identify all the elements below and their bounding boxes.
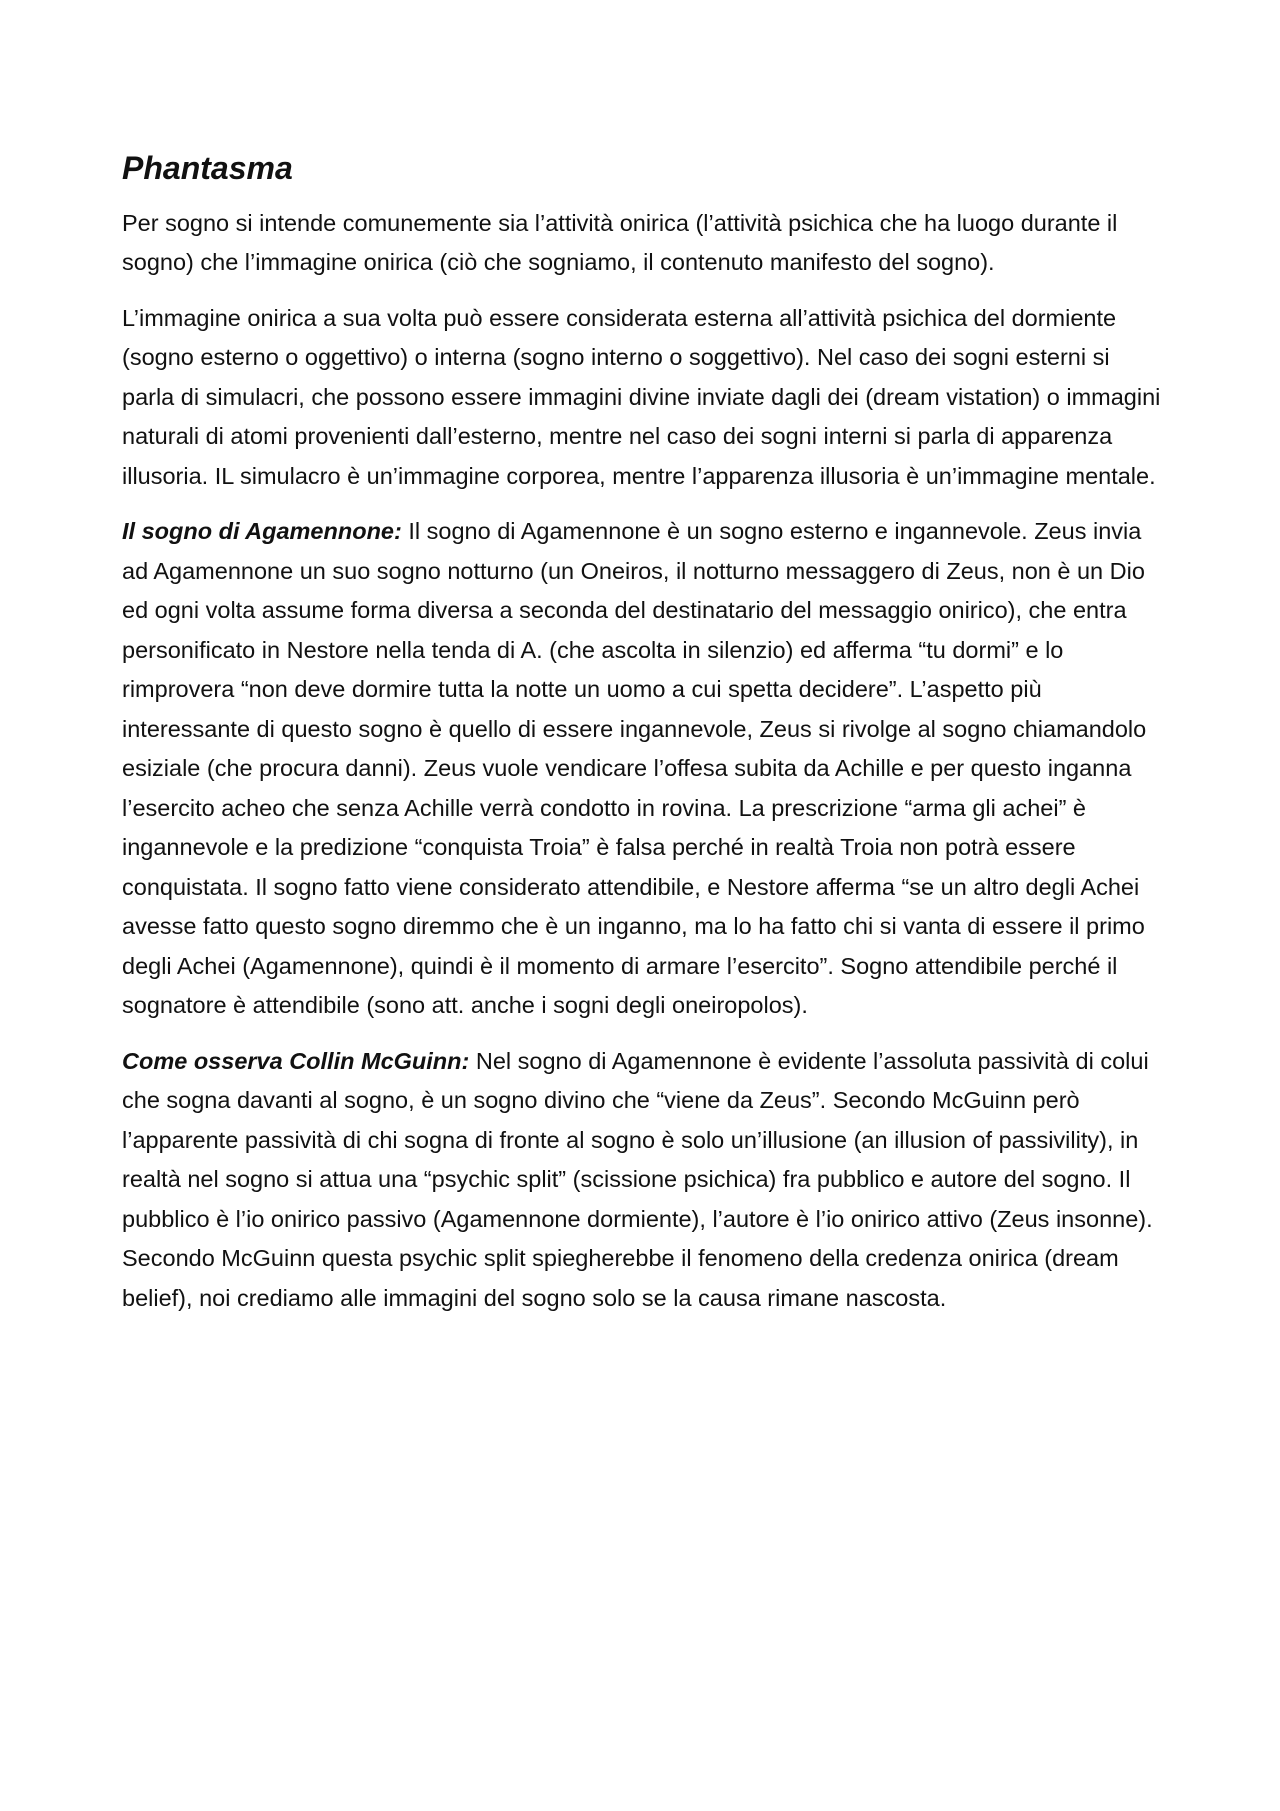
document-page [122, 148, 1167, 1334]
paragraph-agamemnon [122, 512, 1167, 1026]
document-title: Phantasma [122, 150, 293, 186]
paragraph-text: Per sogno si intende comunemente sia l’attività onirica (l’attività psichica che ha luogo durante il sogno) che l’immagine onirica (ciò che sogniamo, il contenuto manifesto del sogno). [122, 209, 1118, 276]
paragraph-text: L’immagine onirica a sua volta può essere considerata esterna all’attività psichica del dormiente (sogno esterno o oggettivo) o interna (sogno interno o soggettivo). Nel caso dei sogni esterni si parla di simulacri, che possono essere immagini divine inviate dagli dei (dream vistation) o immagini naturali di atomi provenienti dall’esterno, mentre nel caso dei sogni interni si parla di apparenza illusoria. IL simulacro è un’immagine corporea, mentre l’apparenza illusoria è un’immagine mentale. [122, 304, 1161, 489]
paragraph-text: Il sogno di Agamennone è un sogno esterno e ingannevole. Zeus invia ad Agamennone un suo sogno notturno (un Oneiros, il notturno messaggero di Zeus, non è un Dio ed ogni volta assume forma diversa a seconda del destinatario del messaggio onirico), che entra personificato in Nestore nella tenda di A. (che ascolta in silenzio) ed afferma “tu dormi” e lo rimprovera “non deve dormire tutta la notte un uomo a cui spetta decidere”. L’aspetto più interessante di questo sogno è quello di essere ingannevole, Zeus si rivolge al sogno chiamandolo esiziale (che procura danni). Zeus vuole vendicare l’offesa subita da Achille e per questo inganna l’esercito acheo che senza Achille verrà condotto in rovina. La prescrizione “arma gli achei” è ingannevole e la predizione “conquista Troia” è falsa perché in realtà Troia non potrà essere conquistata. Il sogno fatto viene considerato attendibile, e Nestore afferma “se un altro degli Achei avesse fatto questo sogno diremmo che è un inganno, ma lo ha fatto chi si vanta di essere il primo degli Achei (Agamennone), quindi è il momento di armare l’esercito”. Sogno attendibile perché il sognatore è attendibile (sono att. anche i sogni degli oneiropolos). [122, 518, 1147, 1019]
paragraph-lead: Come osserva Collin McGuinn: [122, 1047, 470, 1074]
paragraph-definition [122, 204, 1167, 283]
paragraph-mcguinn [122, 1042, 1167, 1319]
paragraph-text: Nel sogno di Agamennone è evidente l’assoluta passività di colui che sogna davanti al sogno, è un sogno divino che “viene da Zeus”. Secondo McGuinn però l’apparente passività di chi sogna di fronte al sogno è solo un’illusione (an illusion of passivility), in realtà nel sogno si attua una “psychic split” (scissione psichica) fra pubblico e autore del sogno. Il pubblico è l’io onirico passivo (Agamennone dormiente), l’autore è l’io onirico attivo (Zeus insonne). Secondo McGuinn questa psychic split spiegherebbe il fenomeno della credenza onirica (dream belief), noi crediamo alle immagini del sogno solo se la causa rimane nascosta. [122, 1047, 1153, 1311]
paragraph-dream-image [122, 299, 1167, 497]
paragraph-lead: Il sogno di Agamennone: [122, 518, 402, 545]
